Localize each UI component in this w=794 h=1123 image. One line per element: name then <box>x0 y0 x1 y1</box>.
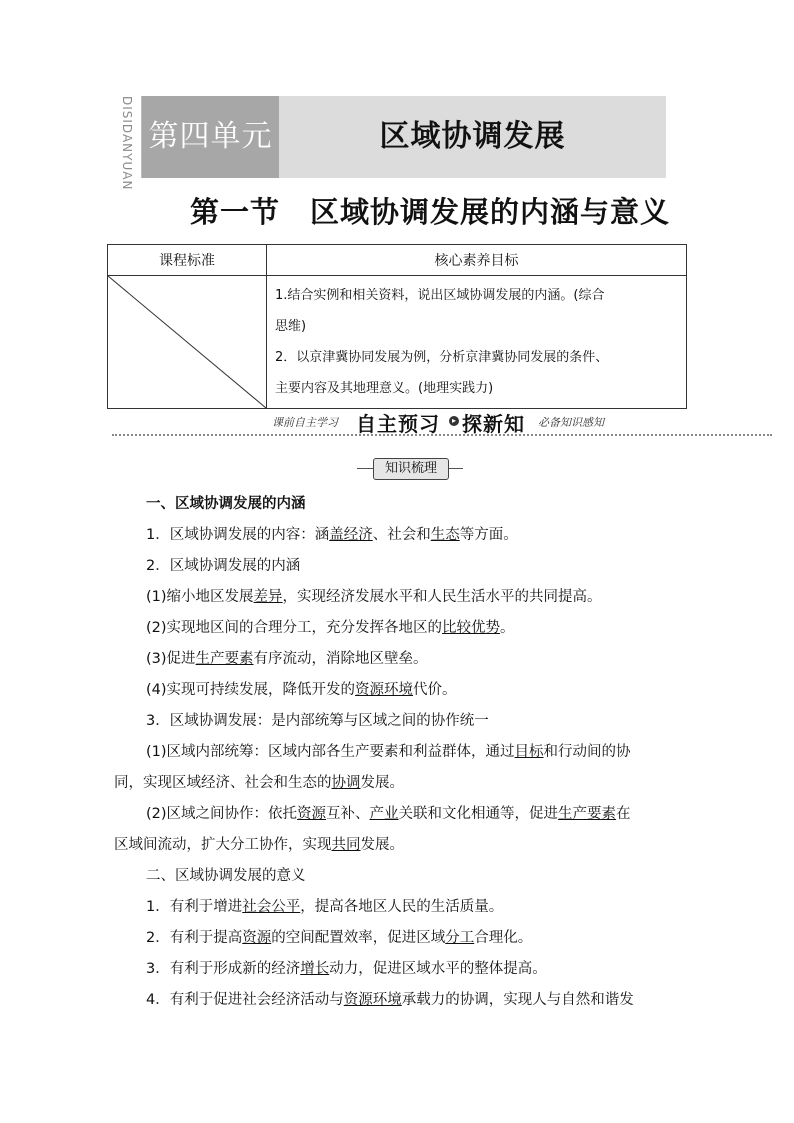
section-name: 区域协调发展的内涵与意义 <box>310 195 671 229</box>
goals-cell <box>267 276 687 409</box>
paragraph-4: (2)实现地区间的合理分工，充分发挥各地区的比较优势。 <box>146 620 515 636</box>
standards-table <box>107 244 687 409</box>
paragraph-7: 3．区域协调发展：是内部统筹与区域之间的协作统一 <box>146 713 489 729</box>
arrow-icon: ▸ <box>449 416 459 426</box>
unit-pinyin-label: DISIDANYUAN <box>120 96 134 191</box>
badge-label: 知识梳理 <box>373 458 449 480</box>
paragraph-1: 1．区域协调发展的内容：涵盖经济、社会和生态等方面。 <box>146 527 518 543</box>
goal-item-1: 1.结合实例和相关资料，说出区域协调发展的内涵。(综合 <box>275 288 605 303</box>
section-title <box>190 190 670 231</box>
goal-item-1-cont: 思维) <box>275 319 307 334</box>
empty-diagonal-cell <box>108 276 267 409</box>
strip-title-2: 探新知 <box>462 412 525 436</box>
significance-1: 1．有利于增进社会公平，提高各地区人民的生活质量。 <box>146 899 504 915</box>
table-header-standards: 课程标准 <box>108 245 267 276</box>
goal-item-2-cont: 主要内容及其地理意义。(地理实践力) <box>275 381 494 396</box>
unit-label: 第四单元 <box>142 96 279 178</box>
paragraph-5: (3)促进生产要素有序流动，消除地区壁垒。 <box>146 651 428 667</box>
strip-right-caption: 必备知识感知 <box>538 416 604 429</box>
paragraph-8: (1)区域内部统筹：区域内部各生产要素和利益群体，通过目标和行动间的协 <box>146 744 631 760</box>
preview-strip <box>112 408 772 438</box>
paragraph-6: (4)实现可持续发展，降低开发的资源环境代价。 <box>146 682 457 698</box>
significance-3: 3．有利于形成新的经济增长动力，促进区域水平的整体提高。 <box>146 961 547 977</box>
strip-left-caption: 课前自主学习 <box>272 416 338 429</box>
unit-title: 区域协调发展 <box>379 119 566 154</box>
paragraph-9: 同，实现区域经济、社会和生态的协调发展。 <box>114 775 404 791</box>
paragraph-3: (1)缩小地区发展差异，实现经济发展水平和人民生活水平的共同提高。 <box>146 589 602 605</box>
knowledge-badge <box>357 458 463 480</box>
paragraph-2: 2．区域协调发展的内涵 <box>146 558 301 574</box>
heading-1: 一、区域协调发展的内涵 <box>146 496 306 512</box>
heading-2: 二、区域协调发展的意义 <box>146 868 306 884</box>
table-header-goals: 核心素养目标 <box>267 245 687 276</box>
significance-2: 2．有利于提高资源的空间配置效率，促进区域分工合理化。 <box>146 930 533 946</box>
significance-4: 4．有利于促进社会经济活动与资源环境承载力的协调，实现人与自然和谐发 <box>146 992 634 1008</box>
dotted-divider <box>112 434 772 436</box>
paragraph-11: 区域间流动，扩大分工协作，实现共同发展。 <box>114 837 404 853</box>
diagonal-line <box>108 276 266 408</box>
paragraph-10: (2)区域之间协作：依托资源互补、产业关联和文化相通等，促进生产要素在 <box>146 806 631 822</box>
goal-item-2: 2．以京津冀协同发展为例，分析京津冀协同发展的条件、 <box>275 350 609 365</box>
section-number: 第一节 <box>190 195 281 229</box>
strip-title-1: 自主预习 <box>356 412 440 436</box>
